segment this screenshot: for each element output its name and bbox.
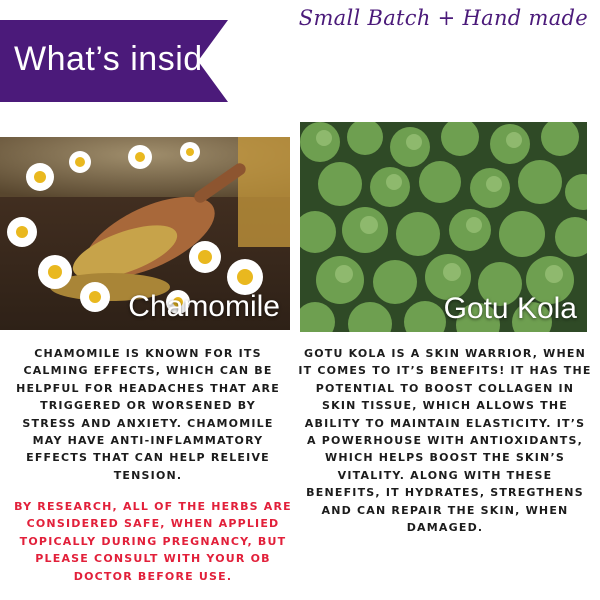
chamomile-description: CHAMOMILE IS KNOWN FOR ITS CALMING EFFECTS, WHICH CAN BE HELPFUL FOR HEADACHES THAT ARE TRIGGERED OR WORSENED BY STRESS AND ANXIETY. CHAMOMILE MAY HAVE ANTI-INFLAMMATORY EFFECTS THAT CAN HELP RELEIVE TENSION. — [16, 347, 280, 482]
banner-title: What’s inside — [14, 40, 223, 78]
pregnancy-notice: BY RESEARCH, ALL OF THE HERBS ARE CONSIDERED SAFE, WHEN APPLIED TOPICALLY DURING PREGNANCY, BUT PLEASE CONSULT WITH YOUR OB DOCTOR BEFORE USE. — [14, 500, 292, 583]
section-banner — [0, 20, 228, 102]
chamomile-photo — [0, 137, 290, 330]
tagline: Small Batch + Hand made — [298, 6, 588, 30]
gotu-kola-label: Gotu Kola — [443, 292, 577, 325]
gotu-kola-photo — [300, 122, 587, 332]
chamomile-label: Chamomile — [128, 290, 280, 323]
gotu-kola-description: GOTU KOLA IS A SKIN WARRIOR, WHEN IT COMES TO IT’S BENEFITS! IT HAS THE POTENTIAL TO BOOST COLLAGEN IN SKIN TISSUE, WHICH ALLOWS THE ABILITY TO MAINTAIN ELASTICITY. IT’S A POWERHOUSE WITH ANTIOXIDANTS, WHICH HELPS BOOST THE SKIN’S VITALITY. ALONG WITH THESE BENEFITS, IT HYDRATES, STREGTHENS AND CAN REPAIR THE SKIN, WHEN DAMAGED. — [298, 347, 592, 535]
